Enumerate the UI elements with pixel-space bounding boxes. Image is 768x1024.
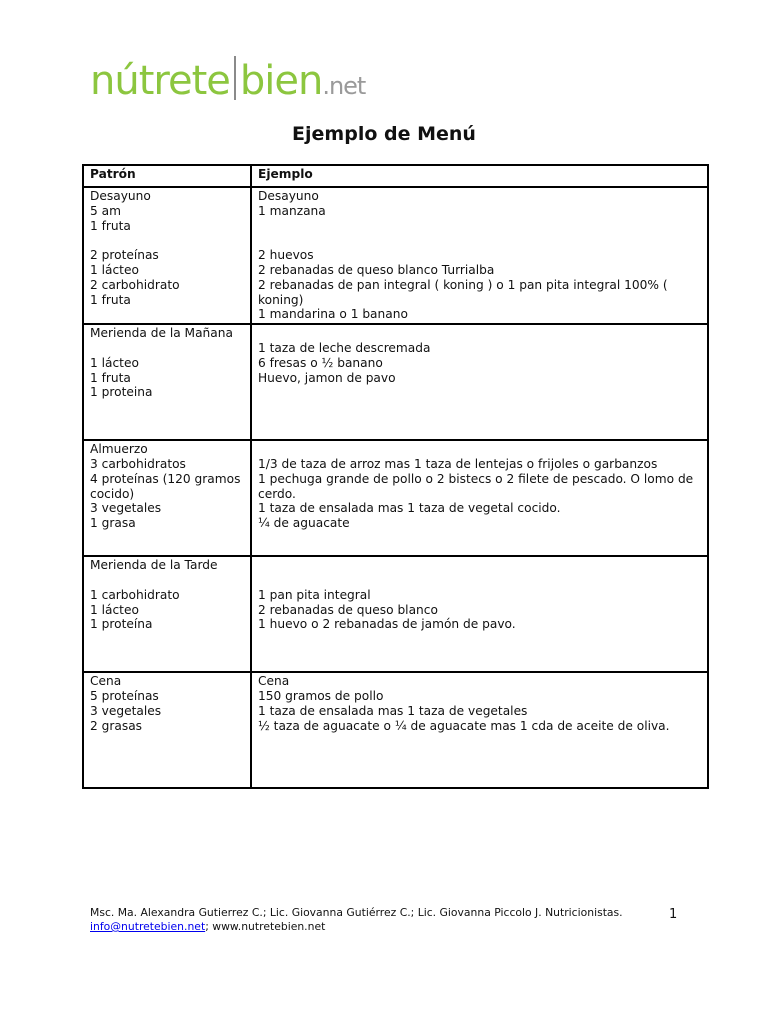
table-row <box>83 440 708 556</box>
logo-text-nutrete: nútrete <box>90 58 230 104</box>
cell-line: 1 pechuga grande de pollo o 2 bistecs o 2 filete de pescado. O lomo de cerdo. <box>258 471 698 501</box>
footer-website: www.nutretebien.net <box>212 920 326 933</box>
cell-line: Desayuno <box>90 189 151 203</box>
cell-line: 1 taza de leche descremada <box>258 340 431 355</box>
cell-ejemplo <box>251 324 708 440</box>
cell-line: Merienda de la Mañana <box>90 326 233 341</box>
cell-line <box>258 219 701 234</box>
cell-line <box>258 233 701 248</box>
cell-line: 1 taza de ensalada mas 1 taza de vegetal cocido. <box>258 501 561 516</box>
cell-line <box>90 233 244 248</box>
logo-separator <box>234 56 236 100</box>
cell-line: 5 am <box>90 203 121 218</box>
cell-line: 2 huevos <box>258 248 314 263</box>
cell-line <box>90 573 244 588</box>
header-patron: Patrón <box>83 165 251 187</box>
cell-line: 6 fresas o ½ banano <box>258 355 383 370</box>
table-row <box>83 556 708 672</box>
logo-text-net: .net <box>322 72 366 100</box>
cell-line: 1 lácteo <box>90 262 139 277</box>
cell-line: 1 proteina <box>90 385 153 400</box>
cell-line: Huevo, jamon de pavo <box>258 370 396 385</box>
table-row <box>83 672 708 788</box>
footer-email-link[interactable]: info@nutretebien.net <box>90 920 206 933</box>
cell-line: 5 proteínas <box>90 688 159 703</box>
page-number: 1 <box>669 907 678 922</box>
table-row <box>83 187 708 324</box>
table-header-row <box>83 165 708 187</box>
cell-line: 4 proteínas (120 gramos cocido) <box>90 471 245 501</box>
cell-line: 2 carbohidrato <box>90 277 180 292</box>
cell-line: 1 fruta <box>90 292 131 307</box>
cell-line <box>258 326 701 341</box>
cell-line: 2 rebanadas de pan integral ( koning ) o 1 pan pita integral 100% ( koning) <box>258 277 672 307</box>
table-row <box>83 324 708 440</box>
menu-table <box>82 164 709 789</box>
cell-ejemplo <box>251 440 708 556</box>
cell-line: 150 gramos de pollo <box>258 688 384 703</box>
cell-line: Cena <box>90 674 122 689</box>
header-ejemplo: Ejemplo <box>251 165 708 187</box>
cell-line: 1 huevo o 2 rebanadas de jamón de pavo. <box>258 617 516 632</box>
cell-ejemplo <box>251 556 708 672</box>
cell-line: 1/3 de taza de arroz mas 1 taza de lentejas o frijoles o garbanzos <box>258 456 658 471</box>
footer <box>90 906 623 934</box>
page-title: Ejemplo de Menú <box>292 123 476 145</box>
cell-line: 2 proteínas <box>90 248 159 263</box>
cell-line: 1 lácteo <box>90 355 139 370</box>
cell-line: 1 pan pita integral <box>258 587 371 602</box>
cell-line: 1 fruta <box>90 370 131 385</box>
cell-line: 1 proteína <box>90 617 153 632</box>
cell-line: 1 taza de ensalada mas 1 taza de vegetales <box>258 703 528 718</box>
cell-line: 1 lácteo <box>90 602 139 617</box>
cell-line: ¼ de aguacate <box>258 516 350 531</box>
cell-line: Cena <box>258 674 290 689</box>
cell-line: 1 mandarina o 1 banano <box>258 307 408 322</box>
cell-line: 2 rebanadas de queso blanco Turrialba <box>258 262 495 277</box>
cell-patron <box>83 187 251 324</box>
cell-patron <box>83 672 251 788</box>
cell-line <box>258 442 701 457</box>
cell-line: 1 fruta <box>90 218 131 233</box>
cell-line: 1 manzana <box>258 203 326 218</box>
logo <box>90 56 365 116</box>
cell-patron <box>83 324 251 440</box>
cell-ejemplo <box>251 672 708 788</box>
cell-line: 2 rebanadas de queso blanco <box>258 602 438 617</box>
footer-authors: Msc. Ma. Alexandra Gutierrez C.; Lic. Giovanna Gutiérrez C.; Lic. Giovanna Piccolo J. Nutricionistas. <box>90 906 623 919</box>
cell-patron <box>83 556 251 672</box>
cell-line: 2 grasas <box>90 718 143 733</box>
cell-line: 3 carbohidratos <box>90 456 186 471</box>
cell-ejemplo <box>251 187 708 324</box>
cell-line: 1 grasa <box>90 516 136 531</box>
cell-line: 3 vegetales <box>90 703 162 718</box>
footer-separator: ; <box>205 920 213 933</box>
cell-patron <box>83 440 251 556</box>
logo-text-bien: bien <box>239 58 323 104</box>
cell-line: ½ taza de aguacate o ¼ de aguacate mas 1 cda de aceite de oliva. <box>258 718 670 733</box>
cell-line <box>90 341 244 356</box>
cell-line: 1 carbohidrato <box>90 587 180 602</box>
cell-line: Almuerzo <box>90 442 148 457</box>
cell-line: 3 vegetales <box>90 501 162 516</box>
cell-line: Merienda de la Tarde <box>90 558 218 573</box>
cell-line <box>258 573 701 588</box>
cell-line: Desayuno <box>258 189 319 203</box>
cell-line <box>258 558 701 573</box>
